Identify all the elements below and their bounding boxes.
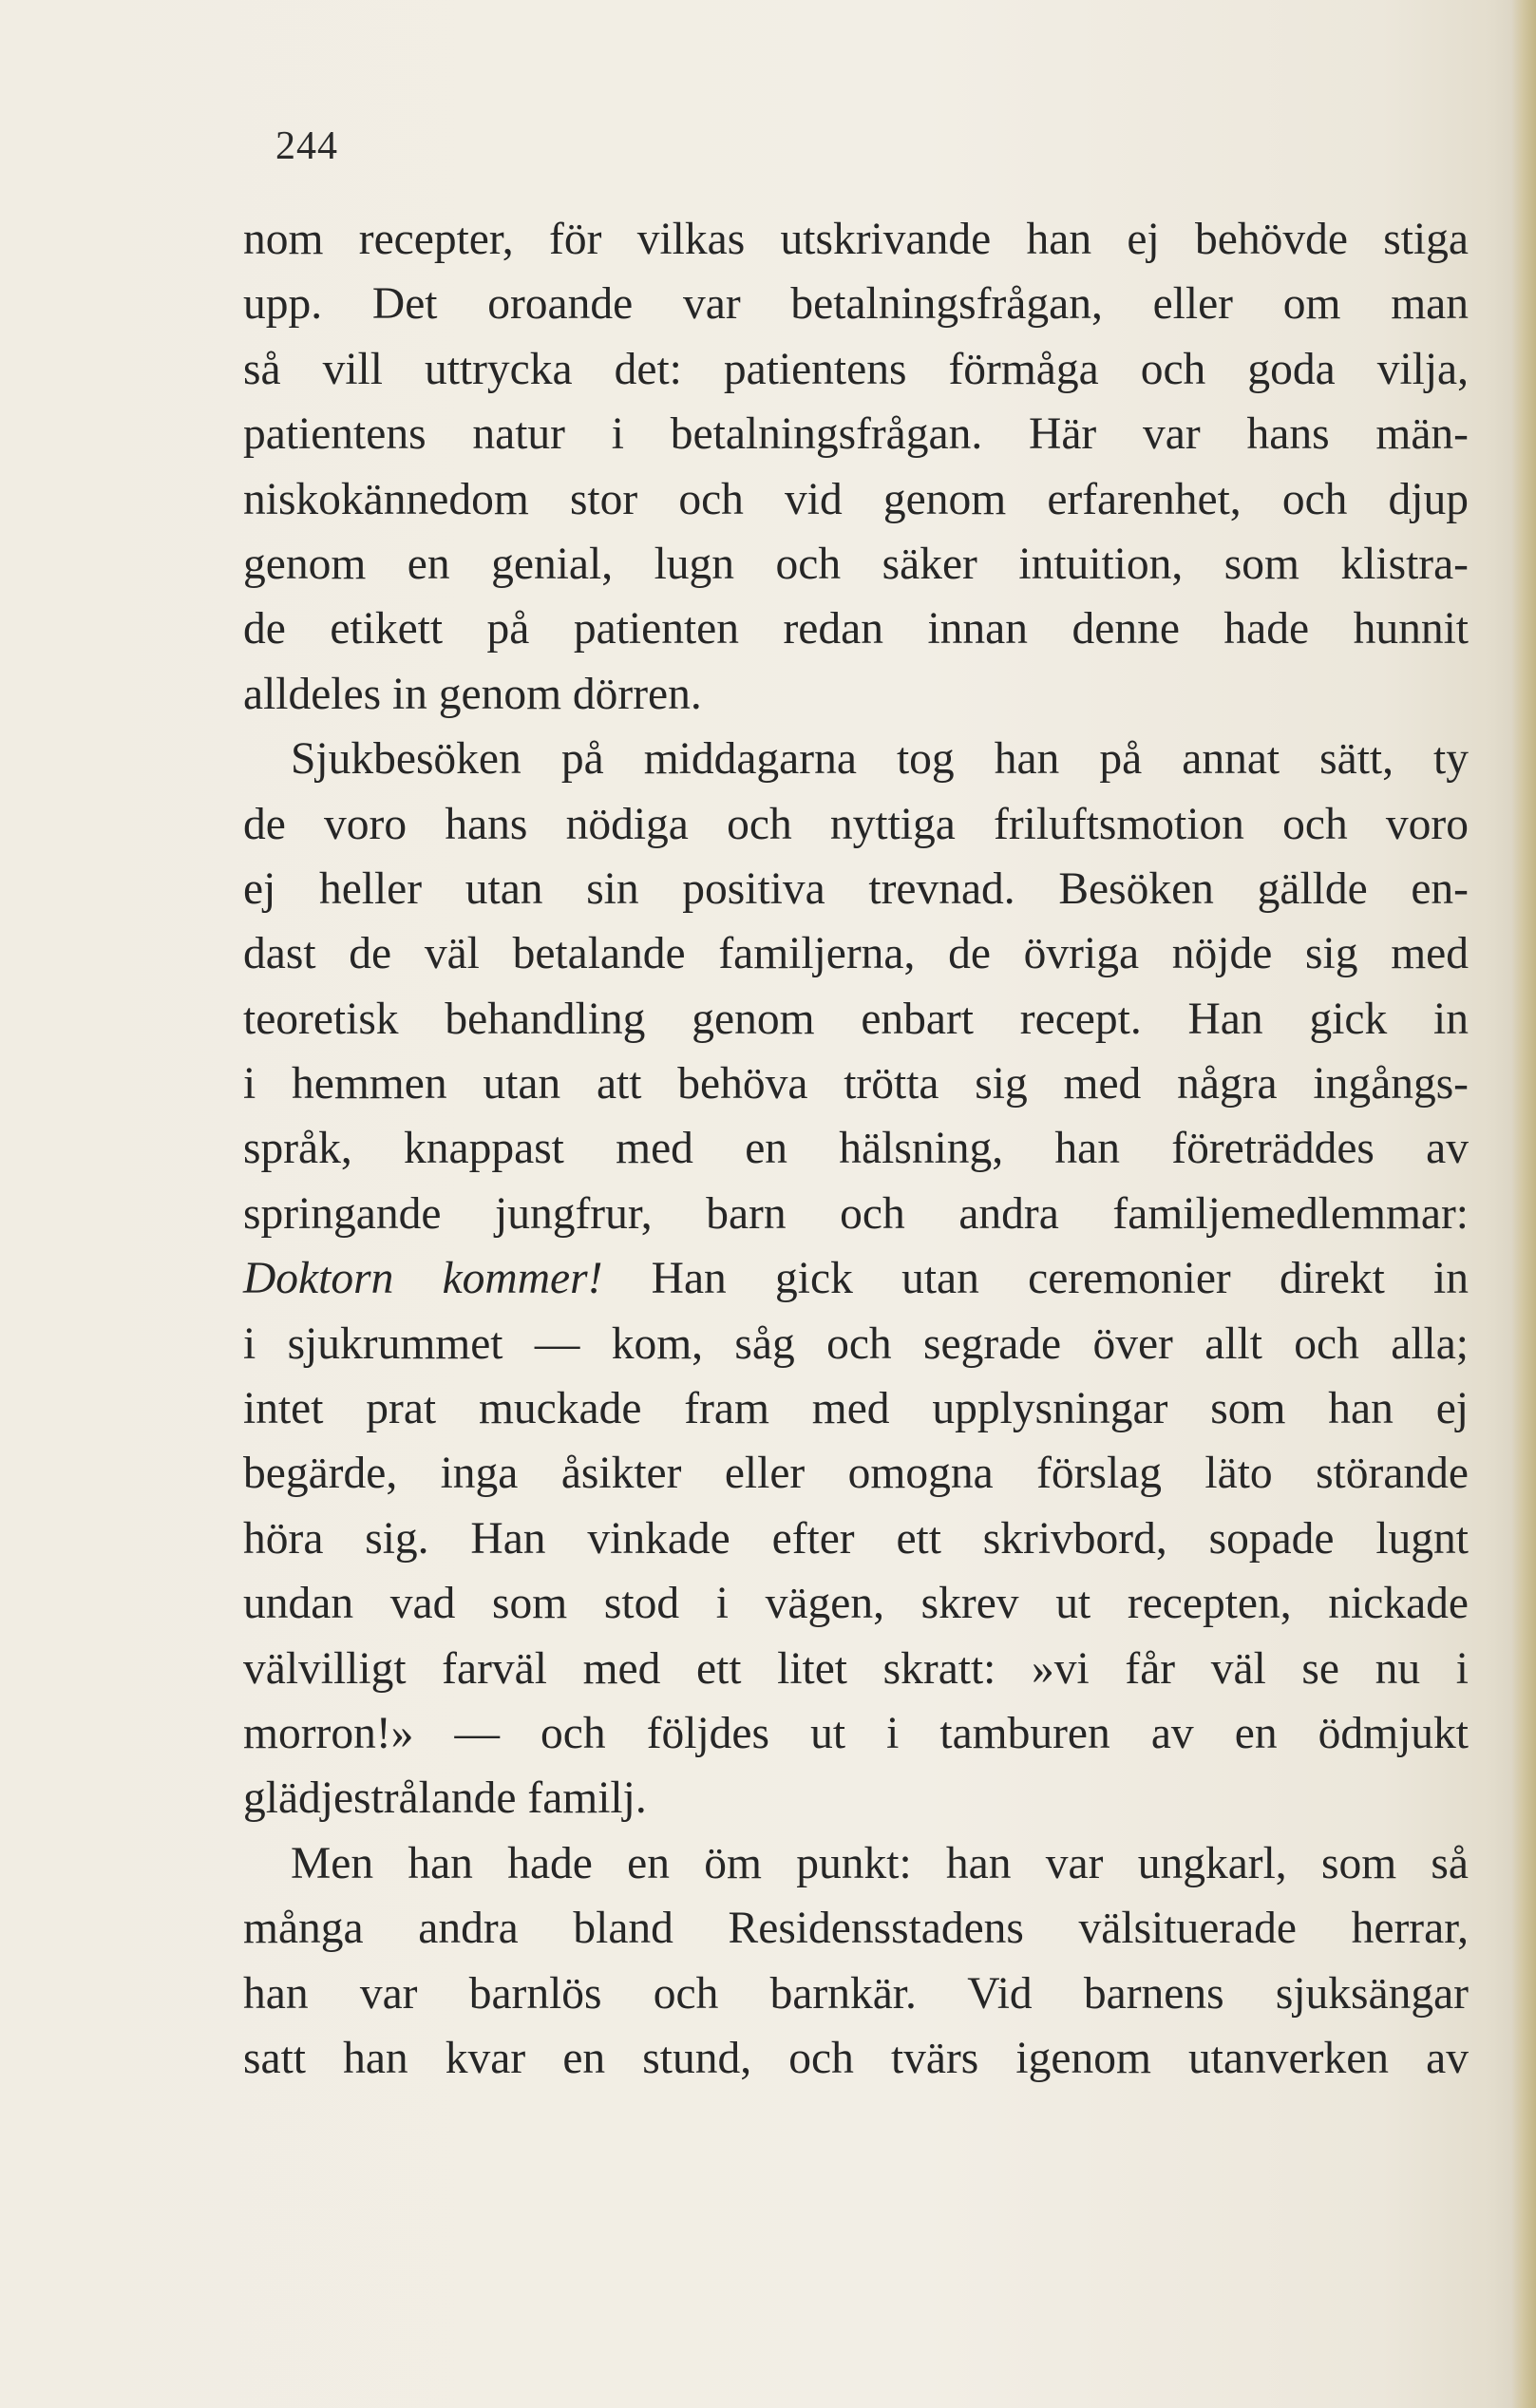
text-line: i sjukrummet — kom, såg och segrade över allt och alla; — [243, 1318, 1469, 1369]
text-line: nom recepter, för vilkas utskrivande han ej behövde stiga — [243, 215, 1469, 264]
text-line: springande jungfrur, barn och andra familjemedlemmar: — [243, 1188, 1469, 1239]
text-line: glädjestrålande familj. — [243, 1773, 647, 1824]
text-line: så vill uttrycka det: patientens förmåga och goda vilja, — [243, 344, 1469, 394]
text-line: Men han hade en öm punkt: han var ungkarl, som så — [291, 1838, 1469, 1888]
text-segment: Han gick utan ceremonier direkt in — [602, 1254, 1469, 1304]
text-line: höra sig. Han vinkade efter ett skrivbord, sopade lugnt — [243, 1513, 1469, 1564]
text-line: välvilligt farväl med ett litet skratt: »vi får väl se nu i — [243, 1643, 1469, 1694]
text-line: teoretisk behandling genom enbart recept. Han gick in — [243, 994, 1469, 1044]
text-line: de etikett på patienten redan innan denne hade hunnit — [243, 604, 1469, 654]
text-line: han var barnlös och barnkär. Vid barnens sjuksängar — [243, 1968, 1469, 2019]
text-line: satt han kvar en stund, och tvärs igenom utanverken av — [243, 2033, 1469, 2083]
text-line: upp. Det oroande var betalningsfrågan, eller om man — [243, 279, 1469, 330]
text-line: dast de väl betalande familjerna, de övriga nöjde sig med — [243, 929, 1469, 979]
page-number: 244 — [275, 124, 338, 168]
text-line: genom en genial, lugn och säker intuition, som klistra- — [243, 539, 1469, 589]
text-line: alldeles in genom dörren. — [243, 669, 702, 719]
text-line: Sjukbesöken på middagarna tog han på annat sätt, ty — [291, 734, 1469, 785]
italic-phrase: Doktorn kommer! — [243, 1254, 603, 1304]
text-line: morron!» — och följdes ut i tamburen av en ödmjukt — [243, 1708, 1469, 1758]
text-line: språk, knappast med en hälsning, han företräddes av — [243, 1124, 1469, 1174]
text-line: niskokännedom stor och vid genom erfarenhet, och djup — [243, 474, 1469, 524]
text-line: intet prat muckade fram med upplysningar som han ej — [243, 1384, 1469, 1434]
text-line: många andra bland Residensstadens välsituerade herrar, — [243, 1904, 1469, 1954]
page-edge-shadow — [1511, 0, 1536, 2408]
text-line: i hemmen utan att behöva trötta sig med några ingångs- — [243, 1059, 1469, 1109]
text-line: patientens natur i betalningsfrågan. Här var hans män- — [243, 409, 1469, 460]
text-line: begärde, inga åsikter eller omogna förslag läto störande — [243, 1449, 1469, 1499]
text-line: ej heller utan sin positiva trevnad. Besöken gällde en- — [243, 863, 1469, 914]
text-line-with-italic — [243, 1246, 1469, 1311]
body-text — [243, 207, 1469, 2091]
text-line: de voro hans nödiga och nyttiga friluftsmotion och voro — [243, 799, 1469, 849]
text-line: undan vad som stod i vägen, skrev ut recepten, nickade — [243, 1579, 1469, 1629]
